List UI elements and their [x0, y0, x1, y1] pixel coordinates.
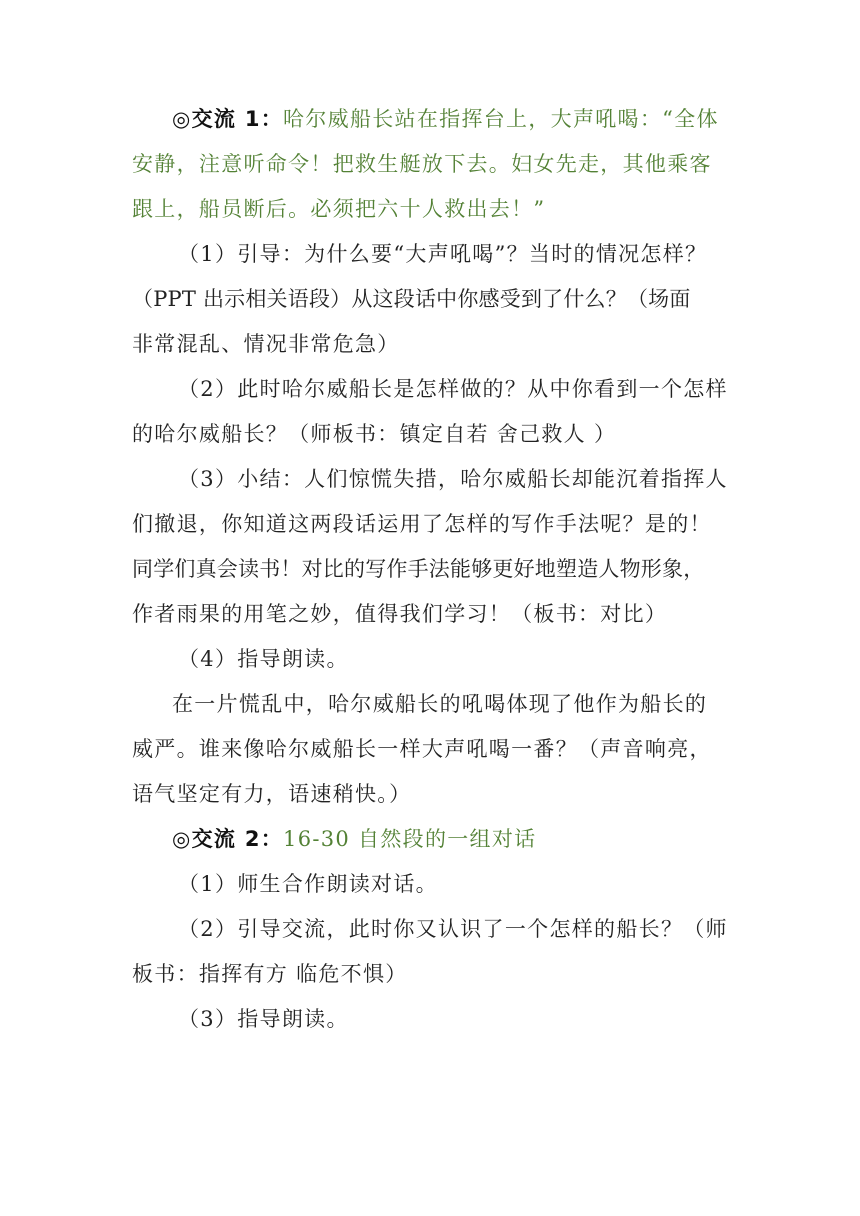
section1-quote-line: 跟上，船员断后。必须把六十人救出去！” — [132, 197, 546, 221]
item2-line: （2）此时哈尔威船长是怎样做的？从中你看到一个怎样 — [178, 377, 728, 401]
item4-line: （4）指导朗读。 — [178, 647, 349, 671]
section2-item3-line: （3）指导朗读。 — [178, 1007, 349, 1031]
item1-line: 非常混乱、情况非常危急） — [132, 332, 400, 356]
reading-guide-line: 在一片慌乱中，哈尔威船长的吼喝体现了他作为船长的 — [172, 692, 708, 716]
section2-item3-paragraph — [132, 997, 742, 1042]
item1-line: （1）引导：为什么要“大声吼喝”？当时的情况怎样？ — [178, 242, 708, 266]
section2-item1-paragraph — [132, 862, 742, 907]
item3-paragraph — [132, 457, 742, 637]
item4-paragraph — [132, 637, 742, 682]
reading-guide-line: 威严。谁来像哈尔威船长一样大声吼喝一番？（声音响亮， — [132, 737, 712, 761]
section2-item2-line: 板书：指挥有方 临危不惧） — [132, 962, 408, 986]
item2-paragraph — [132, 367, 742, 457]
reading-guide-paragraph — [132, 682, 742, 817]
reading-guide-line: 语气坚定有力，语速稍快。） — [132, 782, 412, 806]
section2-subtitle: 16-30 自然段的一组对话 — [283, 827, 537, 851]
section1-quote-line: 哈尔威船长站在指挥台上，大声吼喝：“全体 — [283, 107, 719, 131]
item3-line: 作者雨果的用笔之妙，值得我们学习！（板书：对比） — [132, 602, 668, 626]
section1-quote-line: 安静，注意听命令！把救生艇放下去。妇女先走，其他乘客 — [132, 152, 712, 176]
item1-line: （PPT 出示相关语段）从这段话中你感受到了什么？（场面 — [132, 287, 691, 311]
item3-line: （3）小结：人们惊慌失措，哈尔威船长却能沉着指挥人 — [178, 467, 728, 491]
section2-item2-line: （2）引导交流，此时你又认识了一个怎样的船长？（师 — [178, 917, 728, 941]
item1-paragraph — [132, 232, 742, 367]
item3-line: 们撤退，你知道这两段话运用了怎样的写作手法呢？是的！ — [132, 512, 712, 536]
item3-line: 同学们真会读书！对比的写作手法能够更好地塑造人物形象， — [132, 557, 705, 581]
section2-paragraph — [132, 817, 742, 862]
item2-line: 的哈尔威船长？（师板书：镇定自若 舍己救人 ） — [132, 422, 617, 446]
section2-item1-line: （1）师生合作朗读对话。 — [178, 872, 438, 896]
section1-heading: ◎交流 1： — [172, 107, 284, 131]
section1-paragraph — [132, 97, 742, 232]
section2-heading: ◎交流 2： — [172, 827, 284, 851]
section2-item2-paragraph — [132, 907, 742, 997]
